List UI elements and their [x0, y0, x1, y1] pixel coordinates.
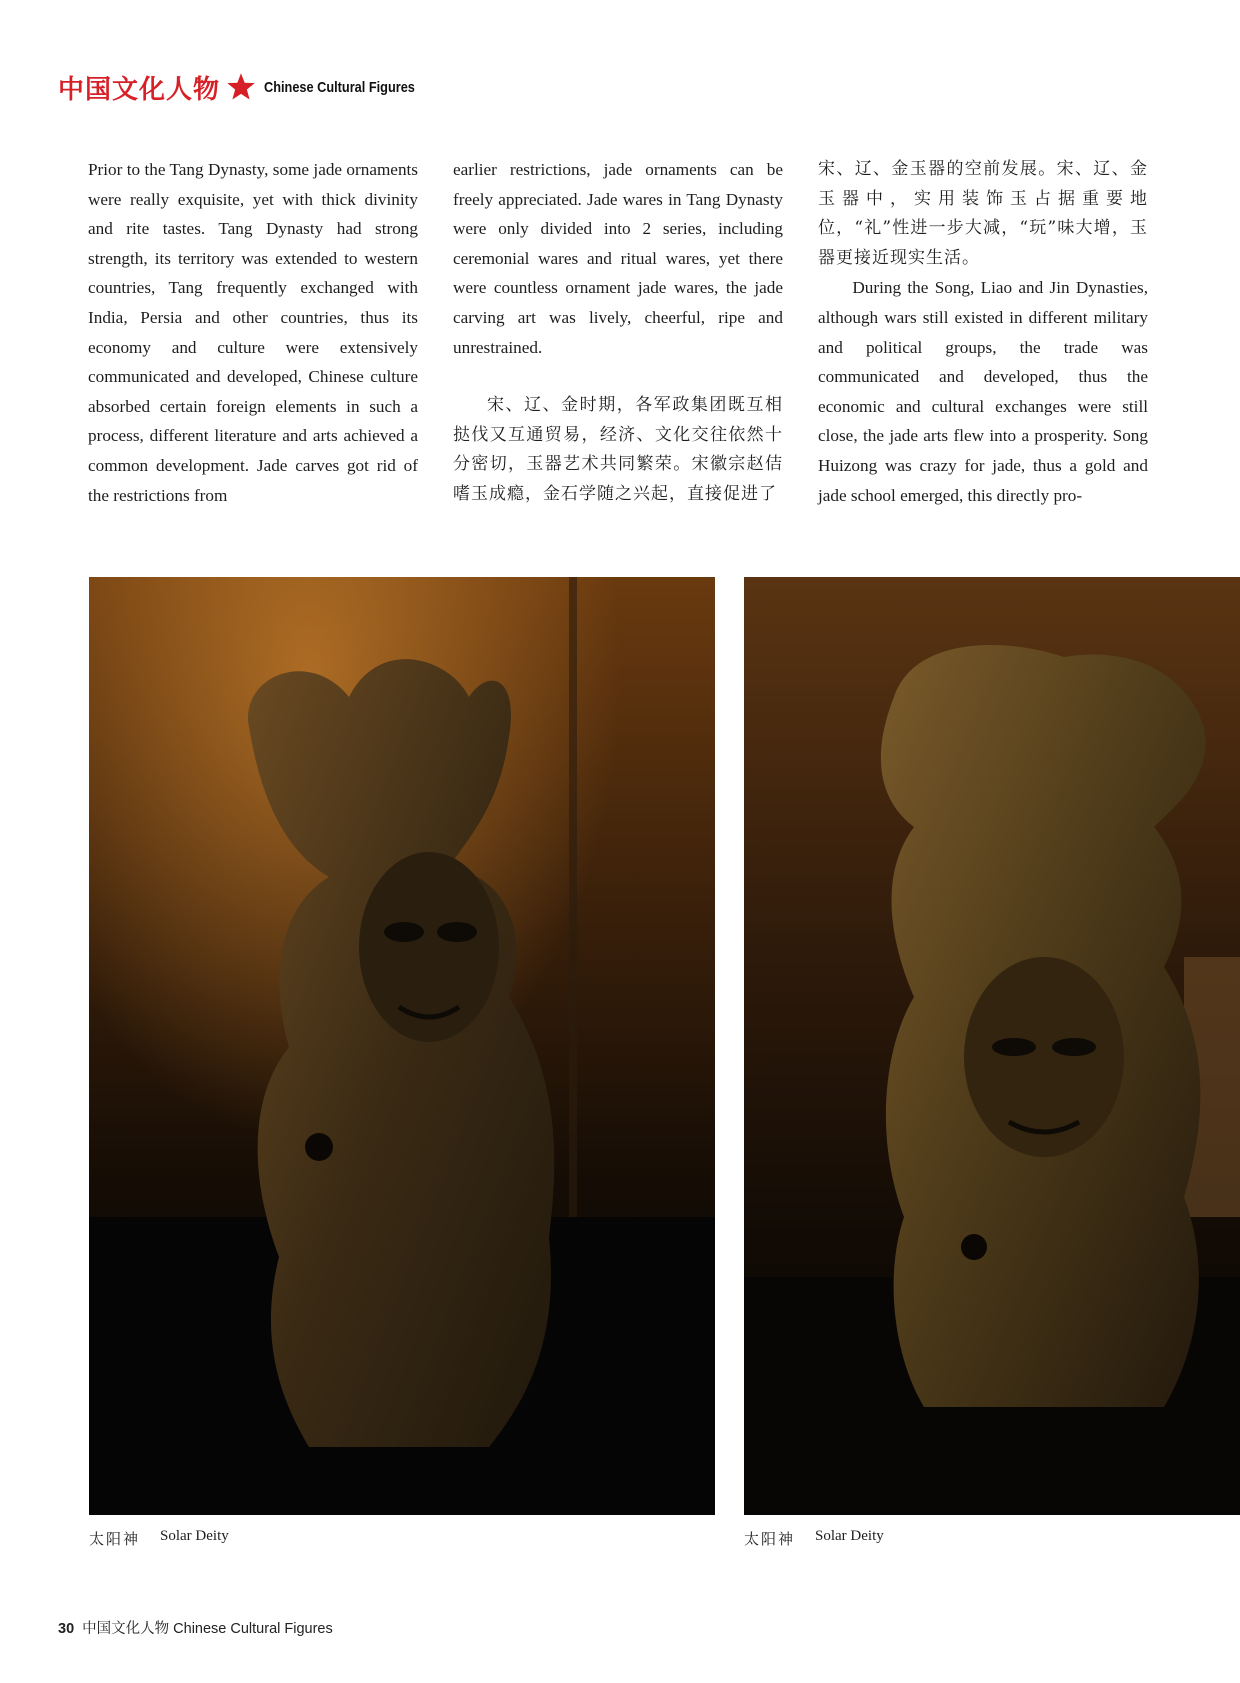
footer-publication: 中国文化人物 Chinese Cultural Figures	[82, 1621, 333, 1637]
masthead	[58, 70, 442, 104]
caption-en: Solar Deity	[160, 1528, 229, 1544]
caption-zh: 太阳神	[89, 1530, 141, 1548]
text-column-2	[453, 155, 783, 510]
photo-caption-2	[744, 1528, 884, 1549]
text-column-3	[818, 155, 1148, 510]
text-column-1	[88, 155, 418, 510]
paragraph-song-zh: 宋、辽、金时期，各军政集团既互相挞伐又互通贸易，经济、文化交往依然十分密切，玉器艺术共同繁荣。宋徽宗赵佶嗜玉成瘾，金石学随之兴起，直接促进了	[453, 395, 783, 504]
page-number: 30	[58, 1621, 75, 1637]
photo-solar-deity-1	[89, 577, 715, 1515]
star-icon	[226, 72, 256, 102]
caption-en: Solar Deity	[815, 1528, 884, 1544]
caption-zh: 太阳神	[744, 1530, 796, 1548]
page-footer	[58, 1617, 333, 1638]
paragraph-tang-intro: Prior to the Tang Dynasty, some jade ornaments were really exquisite, yet with thick divinity and rite tastes. Tang Dynasty had strong strength, its territory was extended to western countries, Tang frequently exchanged with India, Persia and other countries, thus its economy and culture were extensively communicated and developed, Chinese culture absorbed certain foreign elements in such a process, different literature and arts achieved a common development. Jade carves got rid of the restrictions from	[88, 160, 418, 505]
masthead-title-zh: 中国文化人物	[58, 74, 221, 105]
masthead-title-en: Chinese Cultural Figures	[264, 78, 415, 96]
paragraph-song-zh-continued: 宋、辽、金玉器的空前发展。宋、辽、金玉器中，实用装饰玉占据重要地位，“礼”性进一步大减，“玩”味大增，玉器更接近现实生活。	[818, 159, 1148, 268]
paragraph-song-en: During the Song, Liao and Jin Dynasties, although wars still existed in different military and political groups, the trade was communicated and developed, thus the economic and cultural exchanges were still close, the jade arts flew into a prosperity. Song Huizong was crazy for jade, thus a gold and jade school emerged, this directly pro-	[818, 278, 1148, 505]
photo-caption-1	[89, 1528, 229, 1549]
photo-solar-deity-2	[744, 577, 1240, 1515]
paragraph-tang-continued: earlier restrictions, jade ornaments can be freely appreciated. Jade wares in Tang Dynasty were only divided into 2 series, including ceremonial wares and ritual wares, yet there were countless ornament jade wares, the jade carving art was lively, cheerful, ripe and unrestrained.	[453, 160, 783, 357]
